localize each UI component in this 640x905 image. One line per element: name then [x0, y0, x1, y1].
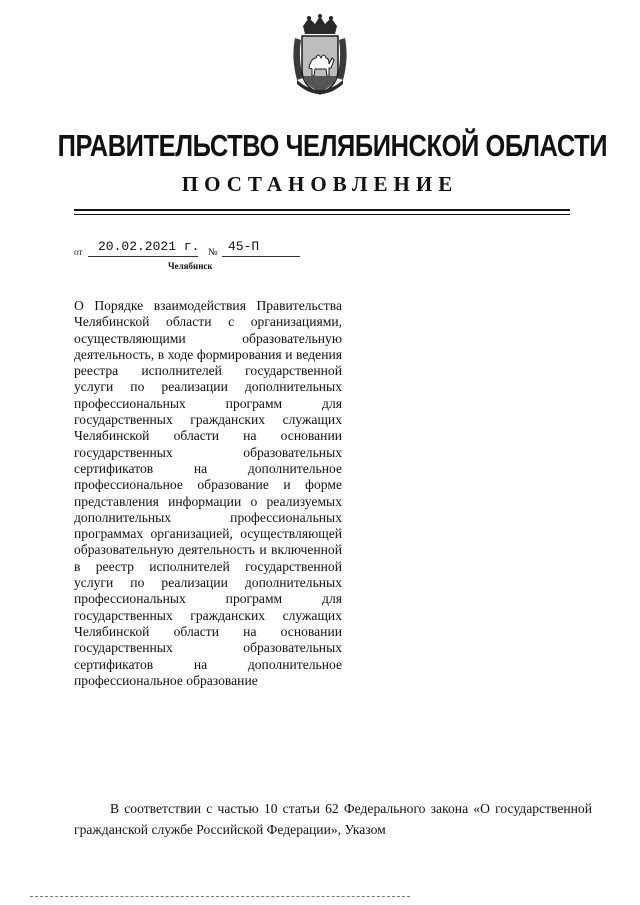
government-title: ПРАВИТЕЛЬСТВО ЧЕЛЯБИНСКОЙ ОБЛАСТИ: [57, 128, 608, 163]
header-rule-thin: [74, 214, 570, 215]
date-underline: [88, 256, 198, 257]
header-rule-thick: [74, 209, 570, 211]
body-paragraph: В соответствии с частью 10 статьи 62 Федерального закона «О государственной гражданской службе Российской Федерации», Указом: [74, 801, 592, 837]
coat-of-arms: [289, 14, 351, 100]
number-prefix: №: [208, 247, 218, 258]
date-prefix: от: [74, 247, 83, 257]
chelyabinsk-coat-of-arms-icon: [289, 14, 351, 100]
document-number: 45-П: [228, 239, 260, 254]
page-bottom-line: [30, 896, 410, 897]
number-underline: [222, 256, 300, 257]
document-type: ПОСТАНОВЛЕНИЕ: [181, 172, 459, 196]
document-subject: О Порядке взаимодействия Правительства Челябинской области с организациями, осуществляющими образовательную деятельность, в ходе формирования и ведения реестра исполнителей государственной услуги по реализации дополнительных профессиональных программ для государственных гражданских служащих Челябинской области на основании государственных образовательных сертификатов на дополнительное профессиональное образование и форме представления информации о реализуемых дополнительных профессиональных программах организацией, осуществляющей образовательную деятельность и включенной в реестр исполнителей государственной услуги по реализации дополнительных профессиональных программ для государственных гражданских служащих Челябинской области на основании государственных образовательных сертификатов на дополнительное профессиональное образование: [74, 298, 342, 688]
city-label: Челябинск: [168, 261, 213, 271]
document-date: 20.02.2021 г.: [98, 239, 200, 254]
